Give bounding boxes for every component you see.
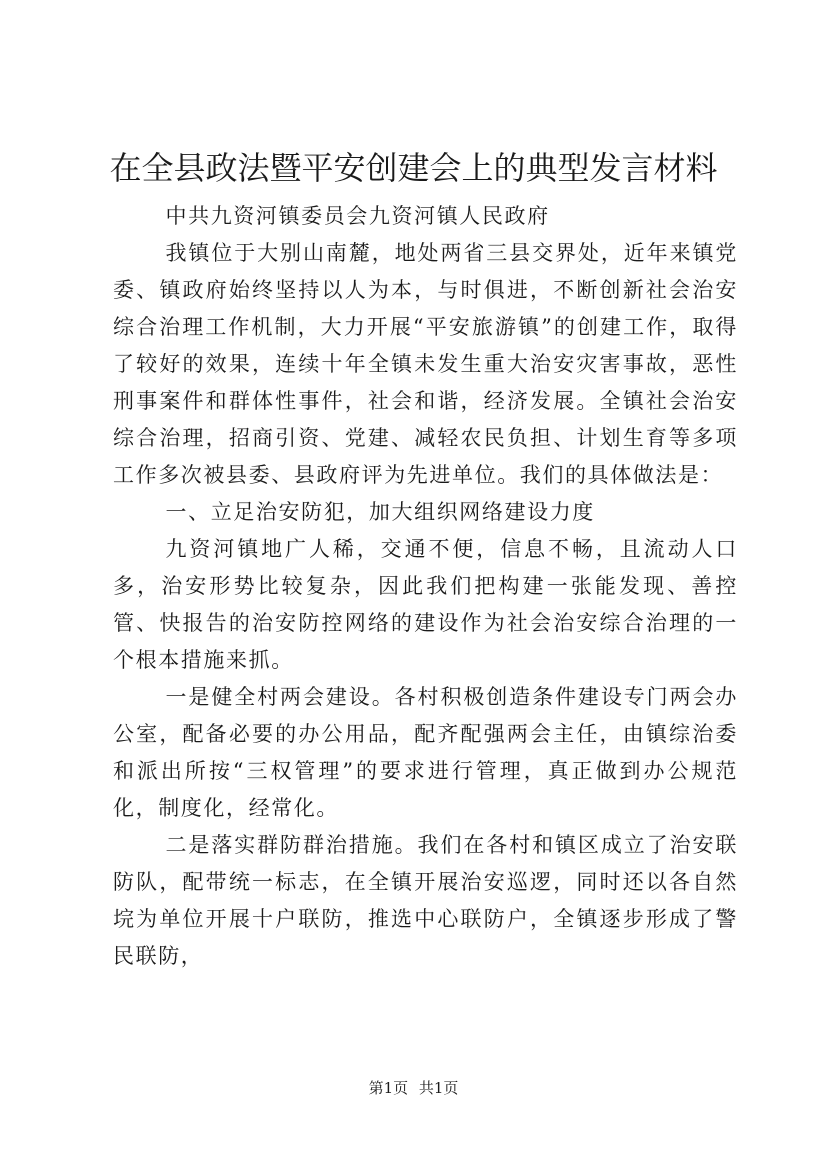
author-line: 中共九资河镇委员会九资河镇人民政府 — [165, 204, 550, 228]
page-number: 第1页 — [368, 1079, 409, 1097]
page-total: 共1页 — [418, 1079, 459, 1097]
paragraph: 二是落实群防群治措施。我们在各村和镇区成立了治安联防队，配带统一标志，在全镇开展治安巡逻，同时还以各自然垸为单位开展十户联防，推选中心联防户，全镇逐步形成了警民联防， — [113, 833, 738, 968]
section-heading: 一、立足治安防犯，加大组织网络建设力度 — [165, 500, 595, 524]
paragraph: 九资河镇地广人稀，交通不便，信息不畅，且流动人口多，治安形势比较复杂，因此我们把构建一张能发现、善控管、快报告的治安防控网络的建设作为社会治安综合治理的一个根本措施来抓。 — [113, 537, 738, 672]
page-footer — [0, 1078, 827, 1098]
document-title: 在全县政法暨平安创建会上的典型发言材料 — [109, 149, 718, 187]
paragraph: 一是健全村两会建设。各村积极创造条件建设专门两会办公室，配备必要的办公用品，配齐配强两会主任，由镇综治委和派出所按“三权管理”的要求进行管理，真正做到办公规范化，制度化，经常化。 — [113, 685, 738, 820]
paragraph: 我镇位于大别山南麓，地处两省三县交界处，近年来镇党委、镇政府始终坚持以人为本，与时俱进，不断创新社会治安综合治理工作机制，大力开展“平安旅游镇”的创建工作，取得了较好的效果，连续十年全镇未发生重大治安灾害事故，恶性刑事案件和群体性事件，社会和谐，经济发展。全镇社会治安综合治理，招商引资、党建、减轻农民负担、计划生育等多项工作多次被县委、县政府评为先进单位。我们的具体做法是： — [113, 241, 738, 487]
document-body — [113, 198, 738, 975]
